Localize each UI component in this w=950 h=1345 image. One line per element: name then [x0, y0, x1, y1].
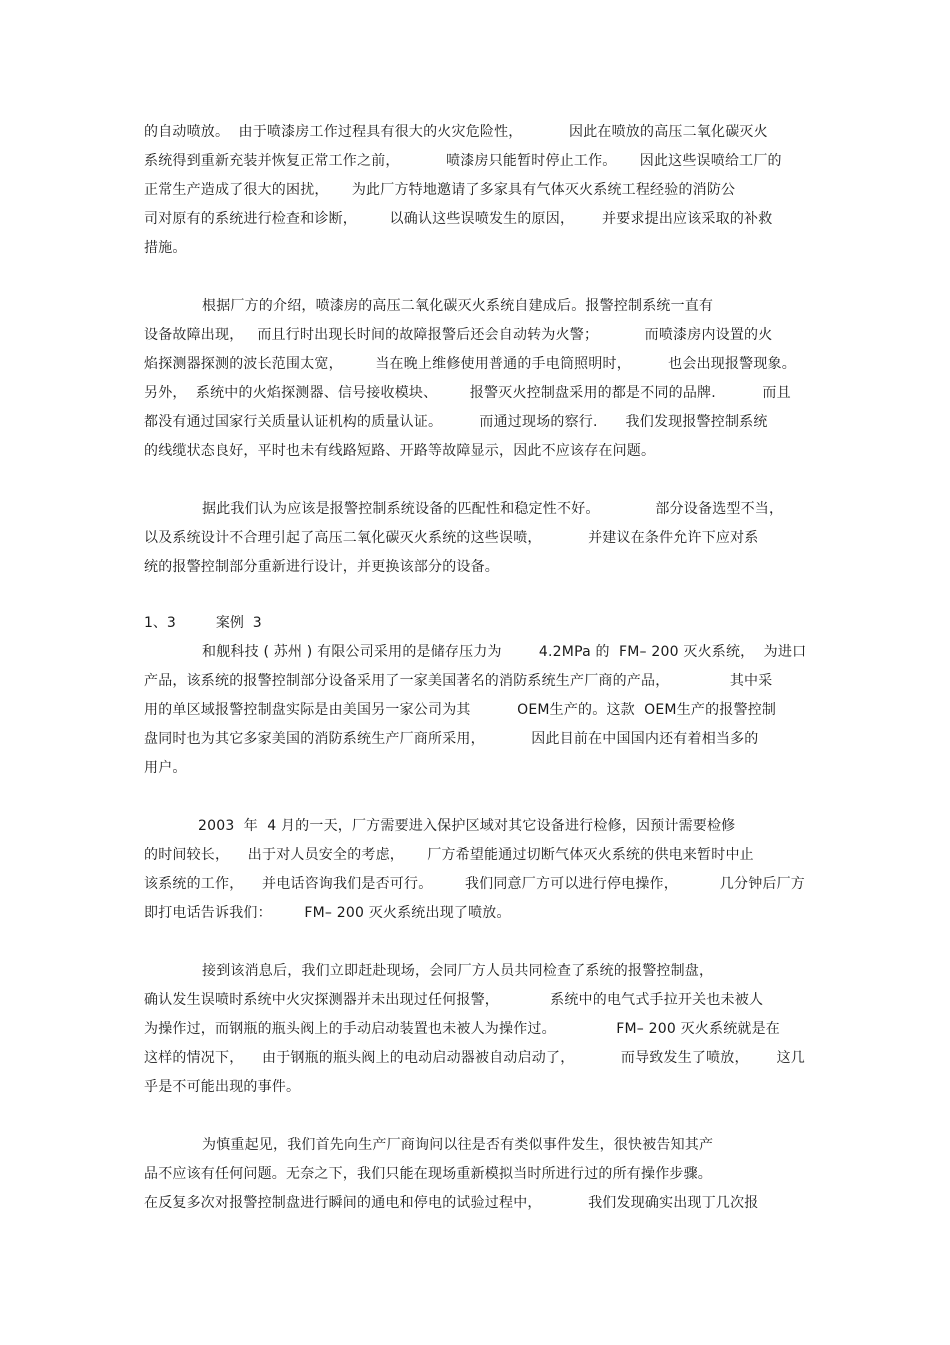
text-line: 为慎重起见，我们首先向生产厂商询问以往是否有类似事件发生，很快被告知其产 [202, 1137, 714, 1153]
section-number: 1、3 [144, 615, 176, 631]
text-line: 2003 年 4 月的一天，厂方需要进入保护区域对其它设备进行检修，因预计需要检修 [198, 818, 736, 834]
text-line: 产品，该系统的报警控制部分设备采用了一家美国著名的消防系统生产厂商的产品， 其中采 [144, 673, 773, 689]
text-line: 的时间较长， 出于对人员安全的考虑， 厂方希望能通过切断气体灭火系统的供电来暂时中止 [144, 847, 754, 863]
text-line: 这样的情况下， 由于钢瓶的瓶头阀上的电动启动器被自动启动了， 而导致发生了喷放， 这几 [144, 1050, 806, 1066]
text-line: 根据厂方的介绍，喷漆房的高压二氧化碳灭火系统自建成后。报警控制系统一直有 [202, 298, 714, 314]
text-line: 接到该消息后，我们立即赶赴现场，会同厂方人员共同检查了系统的报警控制盘， [202, 963, 714, 979]
section-heading [144, 613, 262, 633]
text-line: 确认发生误喷时系统中火灾探测器并未出现过任何报警， 系统中的电气式手拉开关也未被人 [144, 992, 764, 1008]
text-line: 措施。 [144, 240, 187, 256]
section-title: 案例 3 [215, 615, 262, 631]
text-line: 为操作过，而钢瓶的瓶头阀上的手动启动装置也未被人为操作过。 FM– 200 灭火系统就是在 [144, 1021, 781, 1037]
text-line: 正常生产造成了很大的困扰， 为此厂方特地邀请了多家具有气体灭火系统工程经验的消防公 [144, 182, 736, 198]
text-line: 司对原有的系统进行检查和诊断， 以确认这些误喷发生的原因， 并要求提出应该采取的补救 [144, 211, 773, 227]
text-line: 用的单区域报警控制盘实际是由美国另一家公司为其 OEM生产的。这款 OEM生产的报警控制 [144, 702, 777, 718]
text-line: 该系统的工作， 并电话咨询我们是否可行。 我们同意厂方可以进行停电操作， 几分钟后厂方 [144, 876, 806, 892]
text-line: 系统得到重新充装并恢复正常工作之前， 喷漆房只能暂时停止工作。 因此这些误喷给工厂的 [144, 153, 782, 169]
text-line: 另外， 系统中的火焰探测器、信号接收模块、 报警灭火控制盘采用的都是不同的品牌. 而且 [144, 385, 791, 401]
text-line: 和舰科技 ( 苏州 ) 有限公司采用的是储存压力为 4.2MPa 的 FM– 200 灭火系统， 为进口 [202, 644, 807, 660]
text-line: 乎是不可能出现的事件。 [144, 1079, 301, 1095]
text-line: 统的报警控制部分重新进行设计，并更换该部分的设备。 [144, 559, 499, 575]
text-line: 以及系统设计不合理引起了高压二氧化碳灭火系统的这些误喷， 并建议在条件允许下应对系 [144, 530, 759, 546]
text-line: 的线缆状态良好，平时也未有线路短路、开路等故障显示，因此不应该存在问题。 [144, 443, 656, 459]
text-line: 焰探测器探测的波长范围太宽， 当在晚上维修使用普通的手电筒照明时， 也会出现报警现象。 [144, 356, 796, 372]
text-line: 品不应该有任何问题。无奈之下，我们只能在现场重新模拟当时所进行过的所有操作步骤。 [144, 1166, 712, 1182]
text-line: 用户。 [144, 760, 187, 776]
text-line: 设备故障出现， 而且行时出现长时间的故障报警后还会自动转为火警； 而喷漆房内设置的火 [144, 327, 773, 343]
text-line: 在反复多次对报警控制盘进行瞬间的通电和停电的试验过程中， 我们发现确实出现丁几次报 [144, 1195, 759, 1211]
text-line: 都没有通过国家行关质量认证机构的质量认证。 而通过现场的察行. 我们发现报警控制系统 [144, 414, 768, 430]
text-line: 的自动喷放。 由于喷漆房工作过程具有很大的火灾危险性， 因此在喷放的高压二氧化碳灭火 [144, 124, 768, 140]
text-line: 据此我们认为应该是报警控制系统设备的匹配性和稳定性不好。 部分设备选型不当， [202, 501, 784, 517]
text-line: 即打电话告诉我们： FM– 200 灭火系统出现了喷放。 [144, 905, 511, 921]
text-line: 盘同时也为其它多家美国的消防系统生产厂商所采用， 因此目前在中国国内还有着相当多的 [144, 731, 759, 747]
